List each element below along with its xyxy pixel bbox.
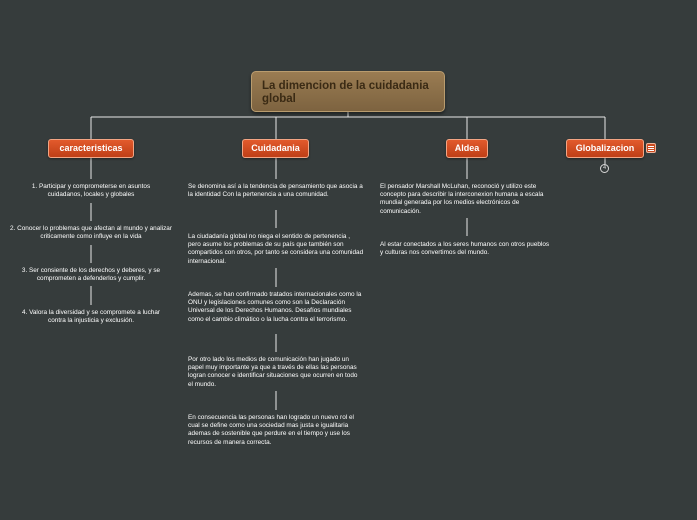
subtopic-cuidadania-3[interactable]: Ademas, se han confirmado tratados internacionales como la ONU y legislaciones comunes como son la Declaración Universal de los Derechos Humanos. Desafíos mundiales como el cambio climático o la lucha contra el terrorismo. xyxy=(188,291,362,323)
subtopic-aldea-1[interactable]: El pensador Marshall McLuhan, reconoció y utilizo este concepto para describir la interconexion humana a escala mundial generada por los medios electrónicos de comunicación. xyxy=(380,183,544,215)
root-topic[interactable] xyxy=(251,71,445,112)
notes-icon[interactable] xyxy=(646,143,656,153)
branch-caracteristicas[interactable] xyxy=(48,139,134,158)
subtopic-cuidadania-4[interactable]: Por otro lado los medios de comunicación han jugado un papel muy importante ya que a través de ellas las personas logran conocer e identificar situaciones que ocurren en todo el mundo. xyxy=(188,356,358,388)
subtopic-caracteristicas-1[interactable]: 1. Participar y comprometerse en asuntos cuidadanos, locales y globales xyxy=(31,183,151,199)
collapsed-count-badge[interactable]: 4 xyxy=(600,164,609,173)
branch-aldea-label: Aldea xyxy=(454,143,480,153)
subtopic-caracteristicas-4[interactable]: 4. Valora la diversidad y se compromete a luchar contra la injusticia y exclusión. xyxy=(21,309,161,325)
branch-cuidadania[interactable] xyxy=(242,139,309,158)
branch-cuidadania-label: Cuidadania xyxy=(251,143,300,153)
branch-globalizacion[interactable] xyxy=(566,139,644,158)
branch-globalizacion-label: Globalizacion xyxy=(575,143,635,153)
subtopic-aldea-2[interactable]: Al estar conectados a los seres humanos con otros pueblos y culturas nos convertimos del mundo. xyxy=(380,241,550,257)
subtopic-caracteristicas-3[interactable]: 3. Ser consiente de los derechos y deberes, y se comprometen a defenderlos y cumplir. xyxy=(21,267,161,283)
subtopic-cuidadania-2[interactable]: La ciudadanía global no niega el sentido de pertenencia , pero asume los problemas de su país que también son compartidos con otros, por tanto se considera una comunidad internacional. xyxy=(188,233,364,265)
subtopic-cuidadania-1[interactable]: Se denomina así a la tendencia de pensamiento que asocia a la identidad Con la pertenencia a una comunidad. xyxy=(188,183,363,199)
subtopic-cuidadania-5[interactable]: En consecuencia las personas han logrado un nuevo rol el cual se define como una sociedad mas justa e igualitaria ademas de sostenible que perdure en el tiempo y use los recursos de manera correcta. xyxy=(188,414,354,446)
branch-caracteristicas-label: caracteristicas xyxy=(59,143,123,153)
root-topic-title: La dimencion de la cuidadania global xyxy=(262,80,429,105)
branch-aldea[interactable] xyxy=(446,139,488,158)
subtopic-caracteristicas-2[interactable]: 2. Conocer lo problemas que afectan al mundo y analizar criticamente como influye en la vida xyxy=(10,225,172,241)
